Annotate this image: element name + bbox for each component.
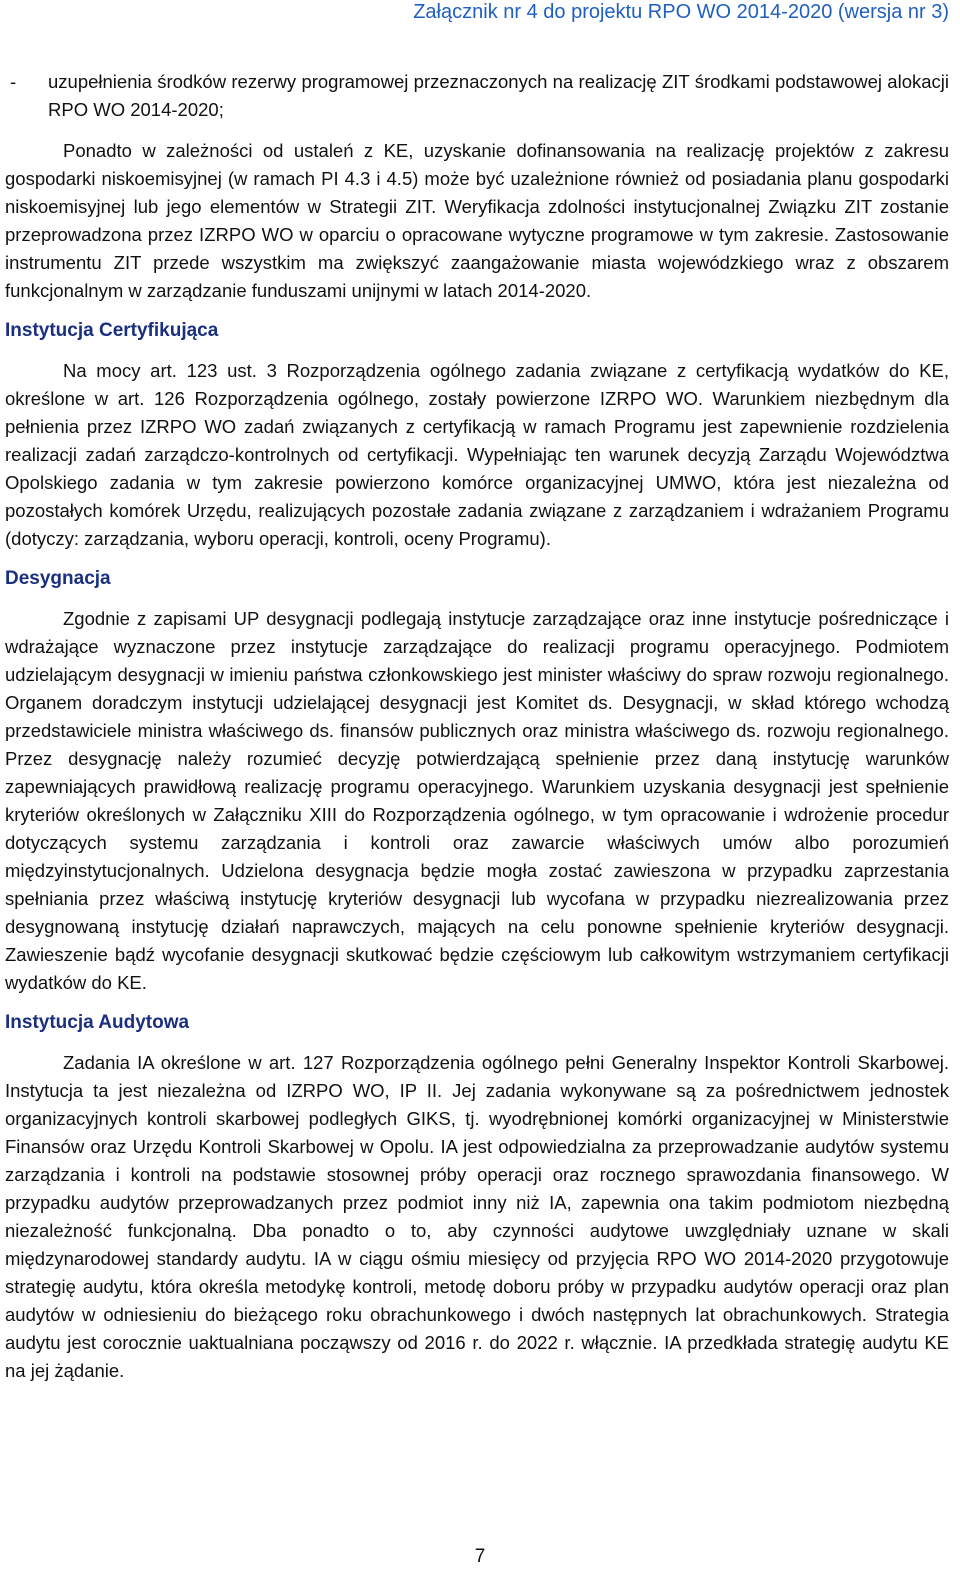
section-paragraph-audytowa: Zadania IA określone w art. 127 Rozporządzenia ogólnego pełni Generalny Inspektor Kontroli Skarbowej. Instytucja ta jest niezależna od IZRPO WO, IP II. Jej zadania wykonywane są za pośrednictwem jednostek organizacyjnych kontroli skarbowej podległych GIKS, tj. wyodrębnionej komórki organizacyjnej w Ministerstwie Finansów oraz Urzędu Kontroli Skarbowej w Opolu. IA jest odpowiedzialna za przeprowadzanie audytów systemu zarządzania i kontroli na podstawie stosownej próby operacji oraz rocznego sprawozdania finansowego. W przypadku audytów przeprowadzanych przez podmiot inny niż IA, zapewnia ona takim podmiotom niezbędną niezależność funkcjonalną. Dba ponadto o to, aby czynności audytowe uwzględniały uznane w skali międzynarodowej standardy audytu. IA w ciągu ośmiu miesięcy od przyjęcia RPO WO 2014-2020 przygotowuje strategię audytu, która określa metodykę kontroli, metodę doboru próby w przypadku audytów operacji oraz plan audytów w odniesieniu do bieżącego roku obrachunkowego i dwóch następnych lat obrachunkowych. Strategia audytu jest corocznie uaktualniana począwszy od 2016 r. do 2022 r. włącznie. IA przedkłada strategię audytu KE na jej żądanie. bbox=[5, 1052, 949, 1381]
section-paragraph-desygnacja: Zgodnie z zapisami UP desygnacji podlegają instytucje zarządzające oraz inne instytucje pośredniczące i wdrażające wyznaczone przez instytucje zarządzające do realizacji programu operacyjnego. Podmiotem udzielającym desygnacji w imieniu państwa członkowskiego jest minister właściwy do spraw rozwoju regionalnego. Organem doradczym instytucji udzielającej desygnacji jest Komitet ds. Desygnacji, w skład którego wchodzą przedstawiciele ministra właściwego ds. finansów publicznych oraz ministra właściwego ds. rozwoju regionalnego. Przez desygnację należy rozumieć decyzję potwierdzającą spełnienie przez daną instytucję warunków zapewniających prawidłową realizację programu operacyjnego. Warunkiem uzyskania desygnacji jest spełnienie kryteriów określonych w Załączniku XIII do Rozporządzenia ogólnego, w tym opracowanie i wdrożenie procedur dotyczących systemu zarządzania i kontroli oraz zawarcie właściwych umów albo porozumień międzyinstytucjonalnych. Udzielona desygnacja będzie mogła zostać zawieszona w przypadku zaprzestania spełniania przez właściwą instytucję kryteriów desygnacji lub wycofana w przypadku niezrealizowania przez desygnowaną instytucję działań naprawczych, mających na celu ponowne spełnienie kryteriów desygnacji. Zawieszenie bądź wycofanie desygnacji skutkować będzie częściowym lub całkowitym wstrzymaniem certyfikacji wydatków do KE. bbox=[5, 608, 949, 993]
bullet-dash: - bbox=[10, 71, 17, 92]
section-heading-audytowa: Instytucja Audytowa bbox=[5, 1012, 190, 1033]
bullet-list-item bbox=[5, 68, 949, 124]
page-number: 7 bbox=[474, 1546, 486, 1567]
section-heading-desygnacja: Desygnacja bbox=[5, 568, 111, 589]
bullet-text: uzupełnienia środków rezerwy programowej przeznaczonych na realizację ZIT środkami podstawowej alokacji RPO WO 2014-2020; bbox=[48, 71, 949, 120]
document-content bbox=[5, 68, 949, 1397]
intro-paragraph: Ponadto w zależności od ustaleń z KE, uzyskanie dofinansowania na realizację projektów z zakresu gospodarki niskoemisyjnej (w ramach PI 4.3 i 4.5) może być uzależnione również od posiadania planu gospodarki niskoemisyjnej lub jego elementów w Strategii ZIT. Weryfikacja zdolności instytucjonalnej Związku ZIT zostanie przeprowadzona przez IZRPO WO w oparciu o opracowane wytyczne programowe w tym zakresie. Zastosowanie instrumentu ZIT przede wszystkim ma zwiększyć zaangażowanie miasta wojewódzkiego wraz z obszarem funkcjonalnym w zarządzanie funduszami unijnymi w latach 2014-2020. bbox=[5, 140, 949, 301]
section-heading-certyfikujaca: Instytucja Certyfikująca bbox=[5, 320, 219, 341]
section-paragraph-certyfikujaca: Na mocy art. 123 ust. 3 Rozporządzenia ogólnego zadania związane z certyfikacją wydatków do KE, określone w art. 126 Rozporządzenia ogólnego, zostały powierzone IZRPO WO. Warunkiem niezbędnym dla pełnienia przez IZRPO WO zadań związanych z certyfikacją w ramach Programu jest zapewnienie rozdzielenia realizacji zadań zarządczo-kontrolnych od certyfikacji. Wypełniając ten warunek decyzją Zarządu Województwa Opolskiego zadania w tym zakresie powierzono komórce organizacyjnej UMWO, która jest niezależna od pozostałych komórek Urzędu, realizujących pozostałe zadania związane z zarządzaniem i wdrażaniem Programu (dotyczy: zarządzania, wyboru operacji, kontroli, oceny Programu). bbox=[5, 360, 949, 549]
attachment-header-note: Załącznik nr 4 do projektu RPO WO 2014-2020 (wersja nr 3) bbox=[413, 1, 949, 23]
